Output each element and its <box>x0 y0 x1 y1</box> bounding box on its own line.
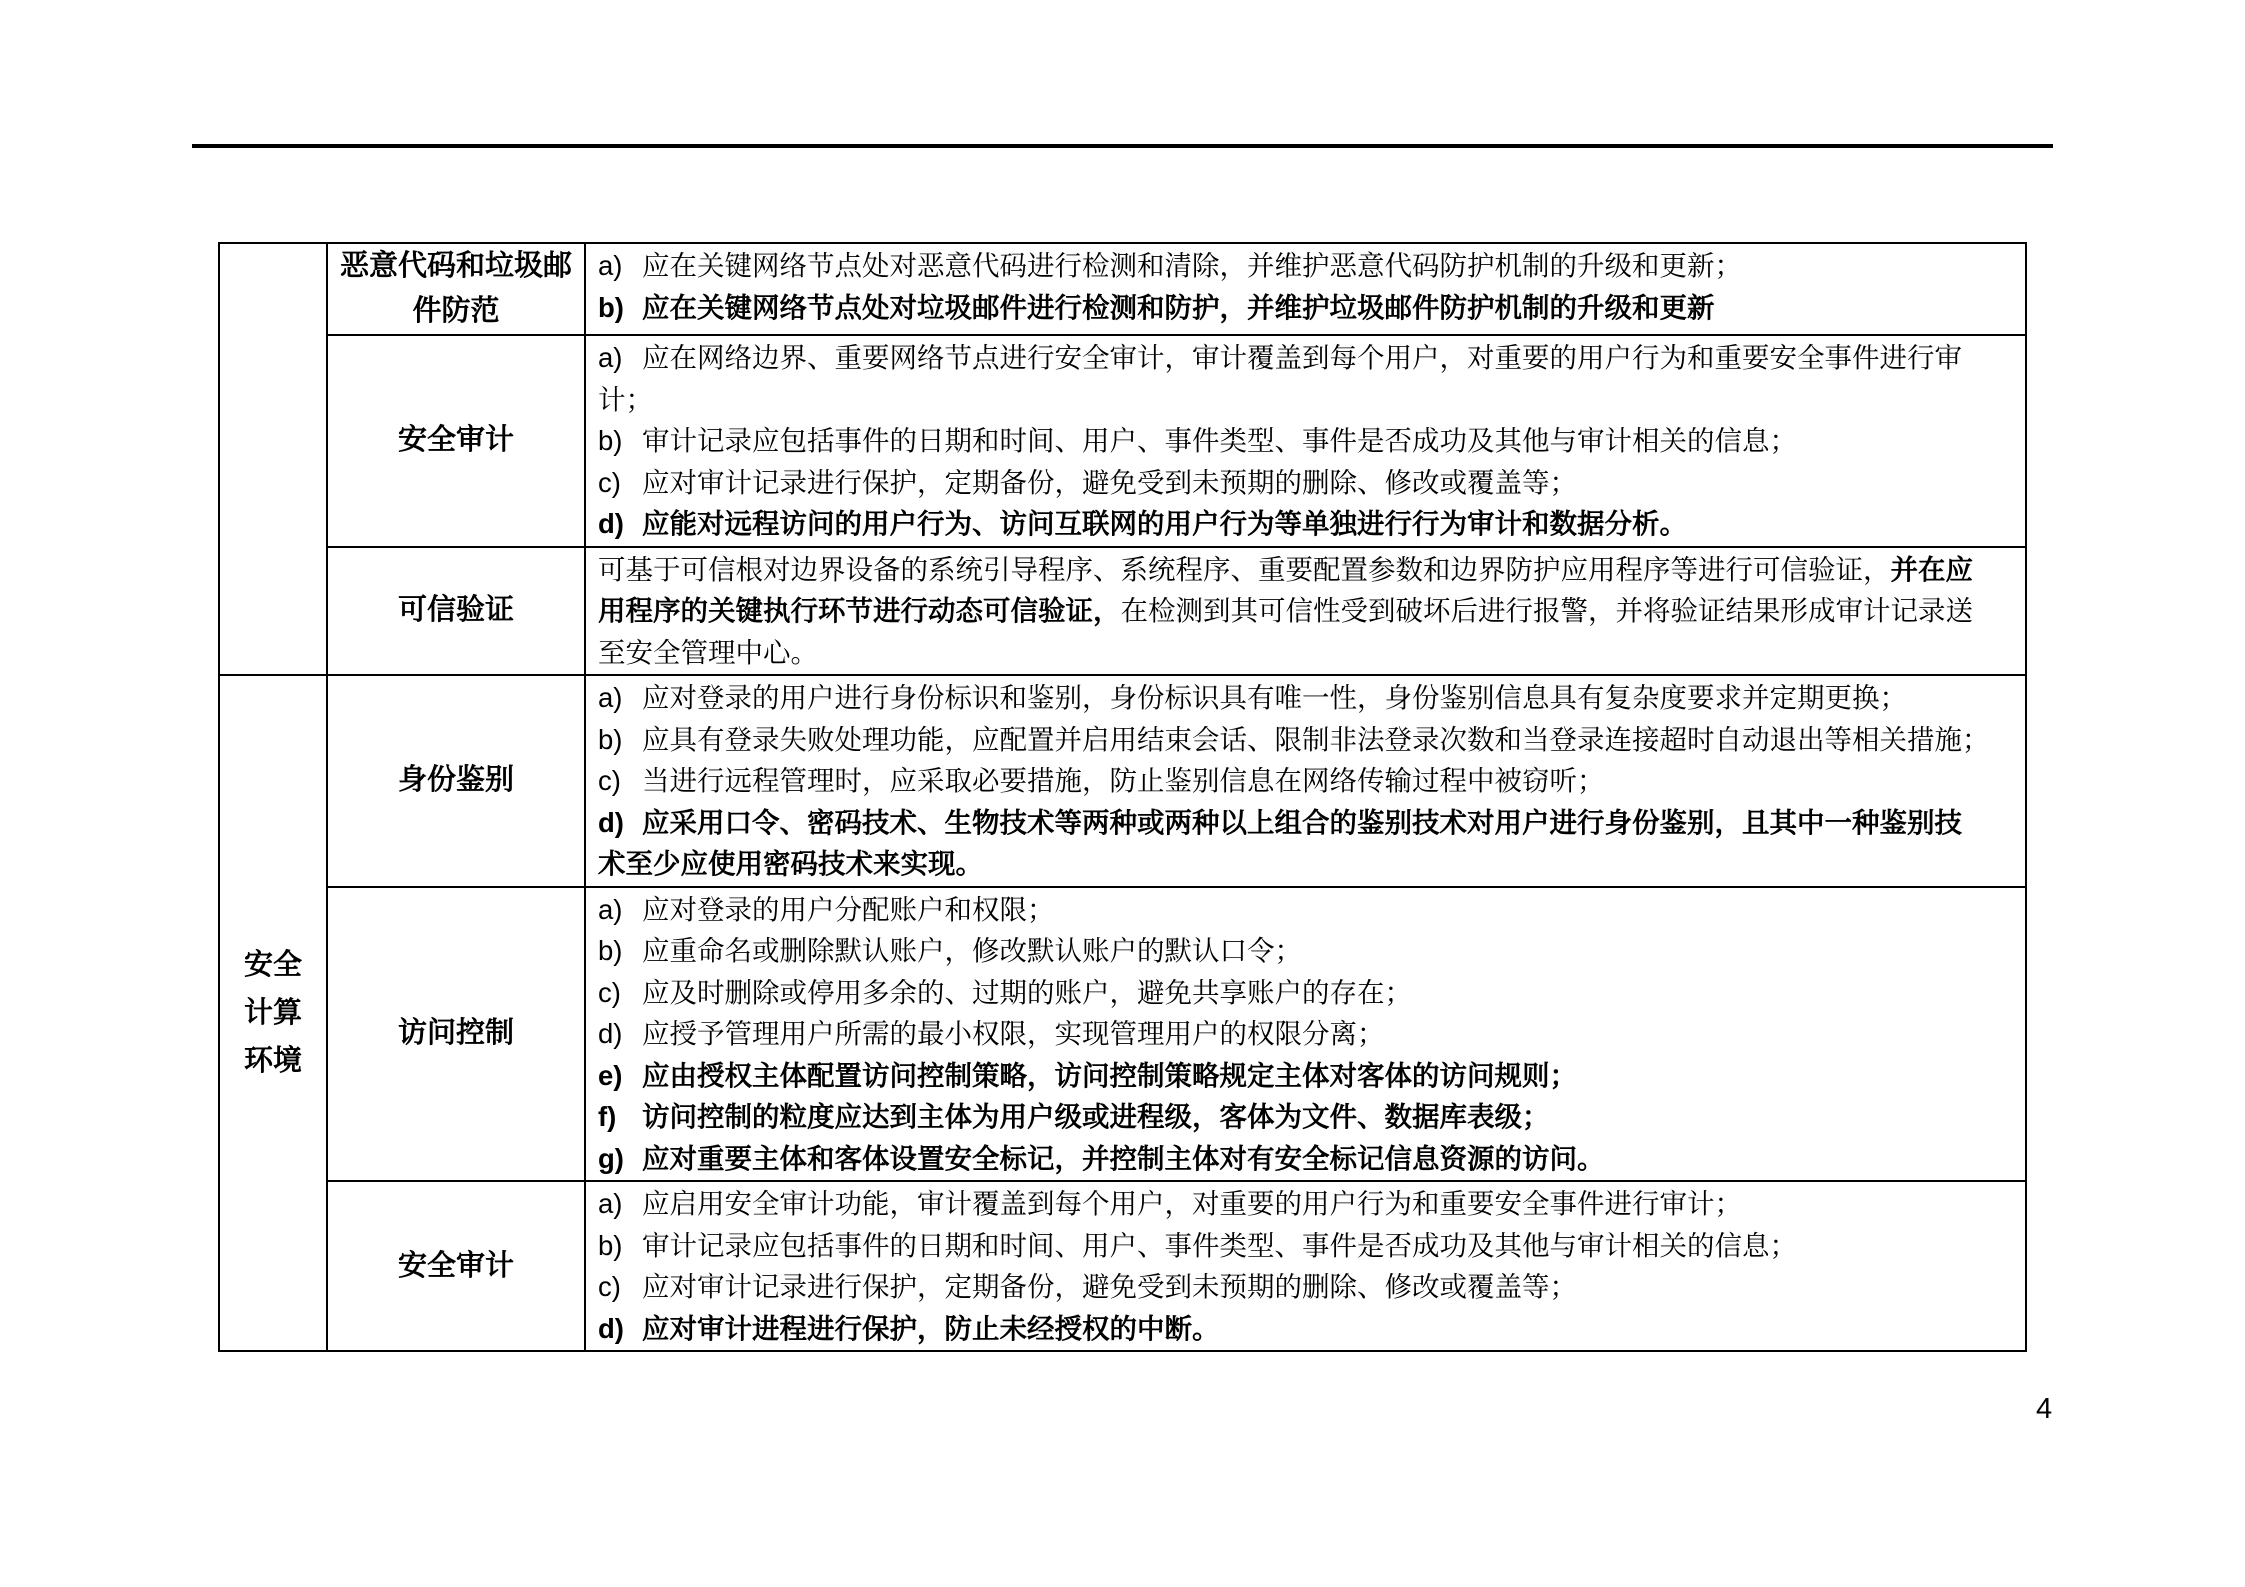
requirement-line <box>598 462 2017 504</box>
page-number: 4 <box>2036 1393 2053 1425</box>
requirement-text: 计； <box>598 383 653 415</box>
item-letter: a) <box>598 250 623 281</box>
item-letter: b) <box>598 425 623 456</box>
requirement-text: 应具有登录失败处理功能，应配置并启用结束会话、限制非法登录次数和当登录连接超时自动退出等相关措施； <box>642 723 1990 755</box>
requirement-text: 审计记录应包括事件的日期和时间、用户、事件类型、事件是否成功及其他与审计相关的信息； <box>642 1229 1797 1261</box>
group-cell <box>220 676 328 1350</box>
item-letter: a) <box>598 682 623 713</box>
table-row <box>328 244 2025 334</box>
section-rows <box>328 676 2025 1350</box>
requirement-line <box>598 1013 2017 1055</box>
control-point-label: 身份鉴别 <box>397 764 514 797</box>
requirement-line <box>598 1266 2017 1308</box>
requirement-line <box>598 287 2017 329</box>
requirement-line <box>598 1138 2017 1180</box>
header-rule <box>192 144 2053 148</box>
requirement-line <box>598 337 2017 379</box>
requirement-text: 访问控制的粒度应达到主体为用户级或进程级，客体为文件、数据库表级； <box>642 1101 1550 1132</box>
requirement-text: 应在关键网络节点处对恶意代码进行检测和清除，并维护恶意代码防护机制的升级和更新； <box>642 250 1742 281</box>
paragraph-line <box>598 590 2017 632</box>
group-label-line: 环境 <box>243 1045 302 1077</box>
requirement-text: 应启用安全审计功能，审计覆盖到每个用户，对重要的用户行为和重要安全事件进行审计； <box>642 1188 1742 1219</box>
item-letter: c) <box>598 765 621 796</box>
control-point-cell <box>328 336 586 546</box>
requirement-text: 术至少应使用密码技术来实现。 <box>598 848 983 879</box>
group-cell <box>220 244 328 674</box>
requirement-line <box>598 802 2017 844</box>
requirement-text: 应在网络边界、重要网络节点进行安全审计，审计覆盖到每个用户，对重要的用户行为和重要安全事件进行审 <box>642 342 1962 373</box>
requirement-line <box>598 1096 2017 1138</box>
item-letter: c) <box>598 466 621 498</box>
requirement-text: 应在关键网络节点处对垃圾邮件进行检测和防护，并维护垃圾邮件防护机制的升级和更新 <box>642 291 1715 323</box>
paragraph-segment: 至安全管理中心。 <box>598 636 818 668</box>
requirement-line <box>598 503 2017 545</box>
control-point-cell <box>328 676 586 886</box>
requirement-text: 应重命名或删除默认账户，修改默认账户的默认口令； <box>642 935 1302 966</box>
requirement-line <box>598 1183 2017 1225</box>
table-section <box>220 244 2025 674</box>
requirement-text: 应及时删除或停用多余的、过期的账户，避免共享账户的存在； <box>642 976 1412 1008</box>
item-letter: a) <box>598 342 623 373</box>
control-point-cell <box>328 548 586 675</box>
requirement-line <box>598 379 2017 421</box>
item-letter: f) <box>598 1101 617 1132</box>
requirement-text: 应由授权主体配置访问控制策略，访问控制策略规定主体对客体的访问规则； <box>642 1059 1577 1091</box>
requirements-cell <box>586 336 2025 546</box>
item-letter: c) <box>598 1271 621 1302</box>
item-letter: d) <box>598 1312 624 1344</box>
requirement-line <box>598 1225 2017 1267</box>
control-point-cell <box>328 244 586 334</box>
requirement-line <box>598 843 2017 885</box>
requirement-text: 应对重要主体和客体设置安全标记，并控制主体对有安全标记信息资源的访问。 <box>642 1142 1605 1174</box>
item-letter: a) <box>598 893 623 925</box>
requirement-text: 应授予管理用户所需的最小权限，实现管理用户的权限分离； <box>642 1018 1385 1049</box>
item-letter: b) <box>598 291 624 323</box>
requirement-line <box>598 719 2017 761</box>
item-letter: e) <box>598 1059 623 1091</box>
item-letter: d) <box>598 508 624 539</box>
paragraph-segment: 并在应 <box>1890 553 1973 585</box>
requirement-text: 审计记录应包括事件的日期和时间、用户、事件类型、事件是否成功及其他与审计相关的信息； <box>642 425 1797 456</box>
item-letter: c) <box>598 976 621 1008</box>
control-point-label: 恶意代码和垃圾邮件防范 <box>339 250 572 327</box>
requirements-cell <box>586 244 2025 334</box>
table-section <box>220 674 2025 1350</box>
requirement-text: 应对登录的用户分配账户和权限； <box>642 893 1055 925</box>
requirement-text: 当进行远程管理时，应采取必要措施，防止鉴别信息在网络传输过程中被窃听； <box>642 765 1605 796</box>
requirement-text: 应对登录的用户进行身份标识和鉴别，身份标识具有唯一性，身份鉴别信息具有复杂度要求并定期更换； <box>642 682 1907 713</box>
requirements-cell <box>586 548 2025 675</box>
control-point-label: 可信验证 <box>397 594 514 627</box>
section-rows <box>328 244 2025 674</box>
requirement-line <box>598 760 2017 802</box>
requirements-table <box>218 242 2027 1352</box>
item-letter: g) <box>598 1142 624 1174</box>
item-letter: b) <box>598 935 623 966</box>
item-letter: b) <box>598 723 623 755</box>
requirement-text: 应对审计记录进行保护，定期备份，避免受到未预期的删除、修改或覆盖等； <box>642 466 1577 498</box>
requirement-line <box>598 930 2017 972</box>
paragraph-segment: 可基于可信根对边界设备的系统引导程序、系统程序、重要配置参数和边界防护应用程序等进行可信验证， <box>598 553 1891 585</box>
paragraph-segment: 用程序的关键执行环节进行动态可信验证， <box>598 595 1121 626</box>
requirement-line <box>598 972 2017 1014</box>
control-point-cell <box>328 1182 586 1350</box>
requirement-line <box>598 889 2017 931</box>
paragraph-line <box>598 549 2017 591</box>
requirement-line <box>598 1055 2017 1097</box>
requirement-text: 应采用口令、密码技术、生物技术等两种或两种以上组合的鉴别技术对用户进行身份鉴别，且其中一种鉴别技 <box>642 806 1962 838</box>
control-point-label: 安全审计 <box>397 1249 514 1282</box>
item-letter: d) <box>598 1018 623 1049</box>
group-label-line: 安全 <box>243 949 302 981</box>
table-row <box>328 886 2025 1181</box>
requirement-line <box>598 420 2017 462</box>
requirements-cell <box>586 676 2025 886</box>
item-letter: b) <box>598 1229 623 1261</box>
control-point-cell <box>328 888 586 1181</box>
item-letter: d) <box>598 806 624 838</box>
control-point-label: 访问控制 <box>397 1017 514 1050</box>
requirement-line <box>598 245 2017 287</box>
table-row <box>328 676 2025 886</box>
paragraph-line <box>598 632 2017 674</box>
requirements-cell <box>586 888 2025 1181</box>
requirement-text: 应能对远程访问的用户行为、访问互联网的用户行为等单独进行行为审计和数据分析。 <box>642 508 1687 539</box>
table-row <box>328 546 2025 675</box>
table-row <box>328 334 2025 546</box>
table-row <box>328 1180 2025 1350</box>
item-letter: a) <box>598 1188 623 1219</box>
requirement-line <box>598 677 2017 719</box>
requirement-line <box>598 1308 2017 1350</box>
requirement-text: 应对审计进程进行保护，防止未经授权的中断。 <box>642 1312 1220 1344</box>
paragraph-segment: 在检测到其可信性受到破坏后进行报警，并将验证结果形成审计记录送 <box>1120 595 1973 626</box>
group-label-line: 计算 <box>243 997 302 1029</box>
requirements-cell <box>586 1182 2025 1350</box>
requirement-text: 应对审计记录进行保护，定期备份，避免受到未预期的删除、修改或覆盖等； <box>642 1271 1577 1302</box>
control-point-label: 安全审计 <box>397 424 514 457</box>
